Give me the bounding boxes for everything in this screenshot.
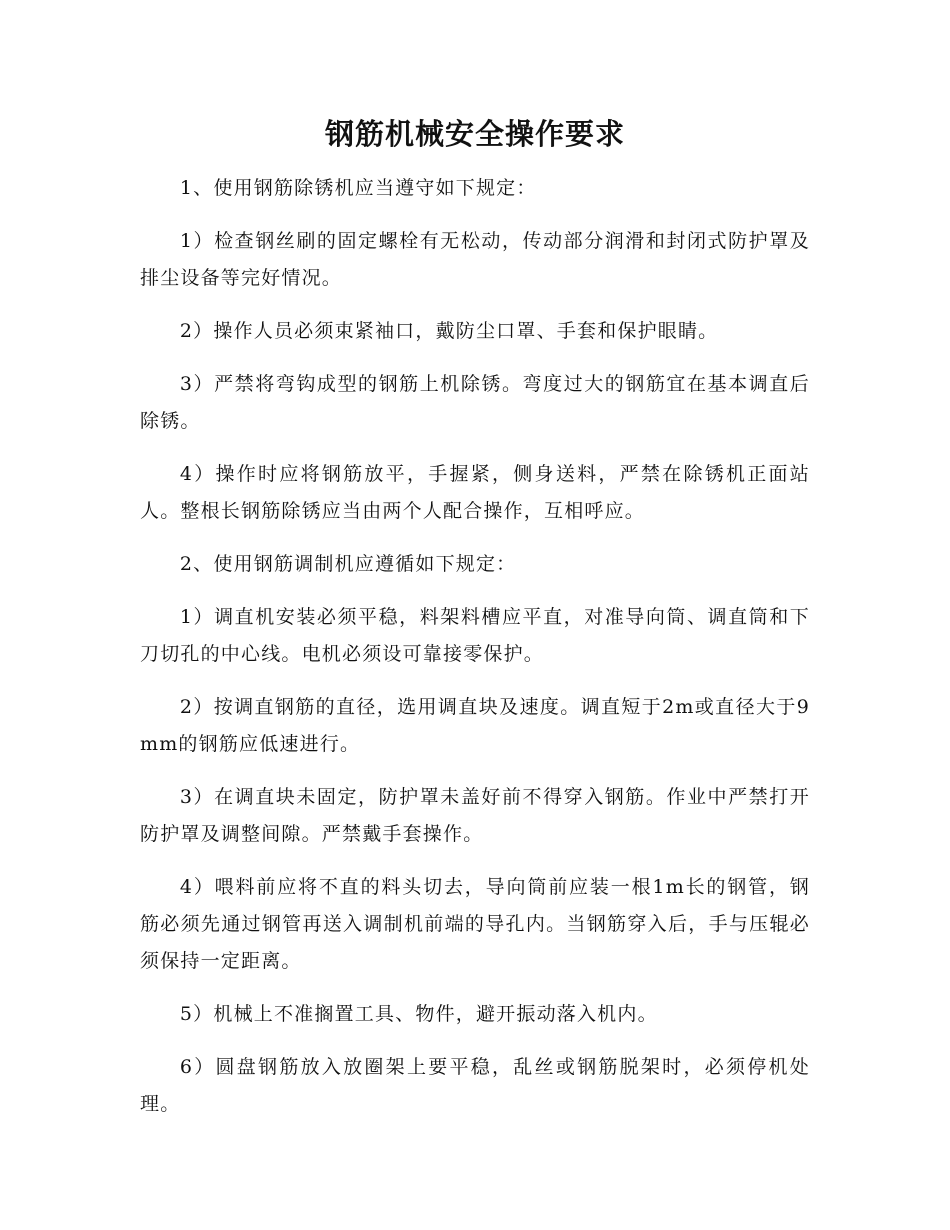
paragraph: 2、使用钢筋调制机应遵循如下规定： [179,553,517,575]
paragraph: 3）在调直块未固定，防护罩未盖好前不得穿入钢筋。作业中严禁打开防护罩及调整间隙。严禁戴手套操作。 [140,786,810,845]
paragraph: 6）圆盘钢筋放入放圈架上要平稳，乱丝或钢筋脱架时，必须停机处理。 [140,1056,810,1115]
paragraph: 1）调直机安装必须平稳，料架料槽应平直，对准导向筒、调直筒和下刀切孔的中心线。电机必须设可靠接零保护。 [140,606,810,665]
paragraph: 5）机械上不准搁置工具、物件，避开振动落入机内。 [179,1003,658,1025]
document-title: 钢筋机械安全操作要求 [324,117,625,151]
paragraph: 4）喂料前应将不直的料头切去，导向筒前应装一根1m长的钢管，钢筋必须先通过钢管再送入调制机前端的导孔内。当钢筋穿入后，手与压辊必须保持一定距离。 [140,876,810,972]
document-body [140,170,810,1139]
paragraph: 1）检查钢丝刷的固定螺栓有无松动，传动部分润滑和封闭式防护罩及排尘设备等完好情况。 [140,230,810,289]
paragraph: 3）严禁将弯钩成型的钢筋上机除锈。弯度过大的钢筋宜在基本调直后除锈。 [140,373,810,432]
paragraph: 1、使用钢筋除锈机应当遵守如下规定： [179,177,537,199]
paragraph: 4）操作时应将钢筋放平，手握紧，侧身送料，严禁在除锈机正面站人。整根长钢筋除锈应当由两个人配合操作，互相呼应。 [140,463,810,522]
paragraph: 2）操作人员必须束紧袖口，戴防尘口罩、手套和保护眼睛。 [179,320,719,342]
paragraph: 2）按调直钢筋的直径，选用调直块及速度。调直短于2m或直径大于9mm的钢筋应低速进行。 [140,696,810,755]
